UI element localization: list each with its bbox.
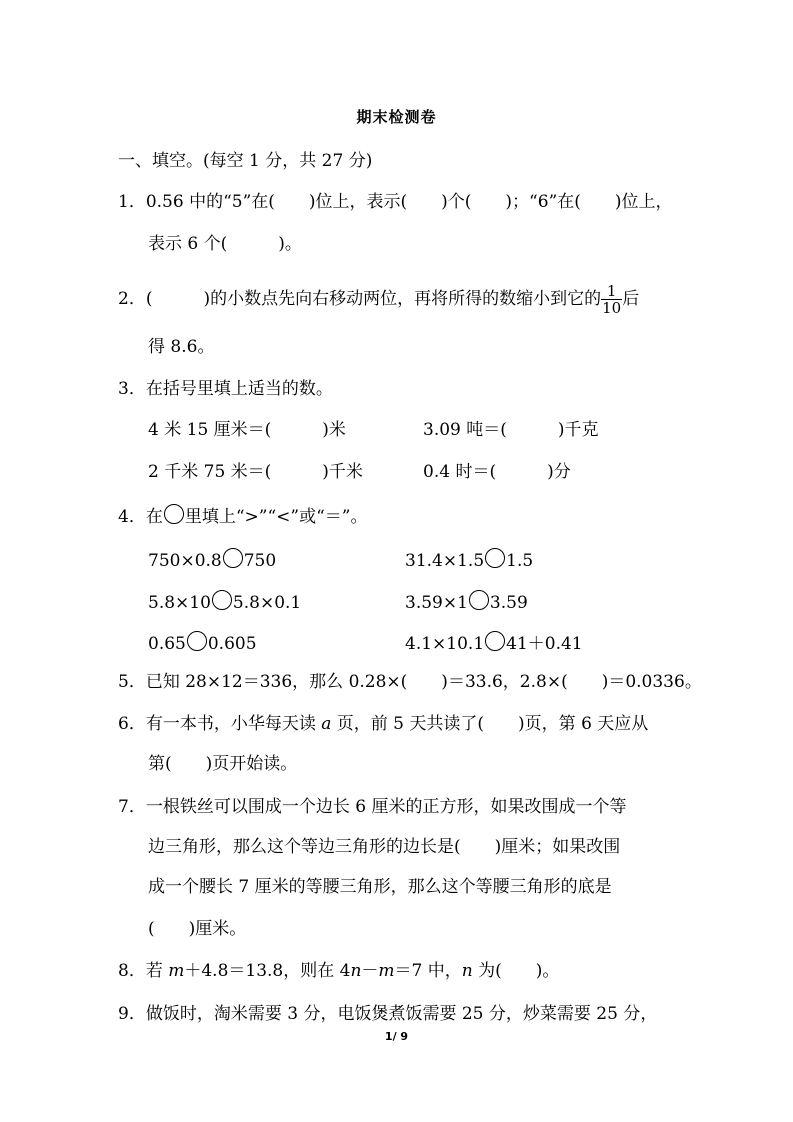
compare-left: 4.1×10.1	[405, 634, 485, 654]
variable-n: n	[461, 961, 473, 981]
page-number: 1/ 9	[384, 1030, 409, 1043]
question-7-line-2: 边三角形，那么这个等边三角形的边长是( )厘米；如果改围	[148, 837, 621, 857]
compare-2b	[405, 590, 528, 614]
question-6-text: 6．有一本书，小华每天读	[118, 714, 322, 734]
question-3-item-c: 2 千米 75 米＝( )千米	[148, 462, 363, 482]
fraction-denominator: 10	[602, 299, 622, 317]
compare-right: 750	[243, 551, 277, 571]
question-2-line-2: 得 8.6。	[148, 337, 215, 357]
q8-part: 8．若	[118, 961, 169, 981]
compare-left: 750×0.8	[148, 551, 222, 571]
question-3-item-d: 0.4 时＝( )分	[423, 462, 571, 482]
question-1-line-1: 1．0.56 中的“5”在( )位上，表示( )个( )；“6”在( )位上，	[118, 192, 673, 212]
compare-right: 1.5	[506, 551, 534, 571]
compare-3b	[405, 631, 583, 655]
answer-circle[interactable]	[212, 590, 232, 610]
compare-1b	[405, 548, 533, 572]
question-7-line-4: ( )厘米。	[148, 919, 247, 939]
question-4-line-1	[118, 504, 367, 528]
fraction-numerator: 1	[601, 283, 622, 300]
section-heading: 一、填空。(每空 1 分，共 27 分)	[118, 151, 373, 171]
compare-left: 3.59×1	[405, 593, 468, 613]
question-2-text-end: 后	[622, 289, 640, 309]
answer-circle[interactable]	[223, 548, 243, 568]
question-3-item-a: 4 米 15 厘米＝( )米	[148, 420, 346, 440]
compare-left: 0.65	[148, 634, 186, 654]
question-6-line-1	[118, 713, 648, 735]
compare-right: 0.605	[207, 634, 257, 654]
question-7-line-3: 成一个腰长 7 厘米的等腰三角形，那么这个等腰三角形的底是	[148, 877, 612, 897]
answer-circle[interactable]	[187, 631, 207, 651]
variable-a: a	[321, 714, 332, 734]
question-2-line-1	[118, 283, 639, 316]
question-3-line-1: 3．在括号里填上适当的数。	[118, 379, 333, 399]
compare-1a	[148, 548, 276, 572]
question-9-line-1: 9．做饭时，淘米需要 3 分，电饭煲煮饭需要 25 分，炒菜需要 25 分，	[118, 1004, 658, 1024]
question-4-text-end: 里填上“>”“<”或“＝”。	[184, 507, 368, 527]
question-5: 5．已知 28×12＝336，那么 0.28×( )＝33.6，2.8×( )＝0.0336。	[118, 672, 702, 692]
page-title: 期末检测卷	[356, 108, 437, 126]
question-2-text: 2．( )的小数点先向右移动两位，再将所得的数缩小到它的	[118, 289, 602, 309]
q8-part: ＝7 中，	[394, 961, 462, 981]
q8-part: 为( )。	[472, 961, 560, 981]
variable-m: m	[378, 961, 395, 981]
compare-3a	[148, 631, 257, 655]
variable-m: m	[168, 961, 185, 981]
compare-left: 5.8×10	[148, 593, 211, 613]
compare-left: 31.4×1.5	[405, 551, 485, 571]
question-3-item-b: 3.09 吨＝( )千克	[423, 420, 599, 440]
answer-circle[interactable]	[164, 504, 184, 524]
question-1-line-2: 表示 6 个( )。	[148, 234, 302, 254]
answer-circle[interactable]	[485, 631, 505, 651]
compare-2a	[148, 590, 301, 614]
answer-circle[interactable]	[469, 590, 489, 610]
q8-part: ＋4.8＝13.8，则在 4	[184, 961, 351, 981]
question-8	[118, 960, 559, 982]
fraction	[601, 283, 622, 316]
question-6-line-2: 第( )页开始读。	[148, 754, 298, 774]
compare-right: 3.59	[489, 593, 528, 613]
compare-right: 5.8×0.1	[232, 593, 302, 613]
answer-circle[interactable]	[485, 548, 505, 568]
variable-n: n	[350, 961, 362, 981]
q8-part: －	[361, 961, 379, 981]
question-4-text: 4．在	[118, 507, 163, 527]
question-7-line-1: 7．一根铁丝可以围成一个边长 6 厘米的正方形，如果改围成一个等	[118, 797, 627, 817]
question-6-text-end: 页，前 5 天共读了( )页，第 6 天应从	[331, 714, 649, 734]
compare-right: 41＋0.41	[506, 634, 583, 654]
